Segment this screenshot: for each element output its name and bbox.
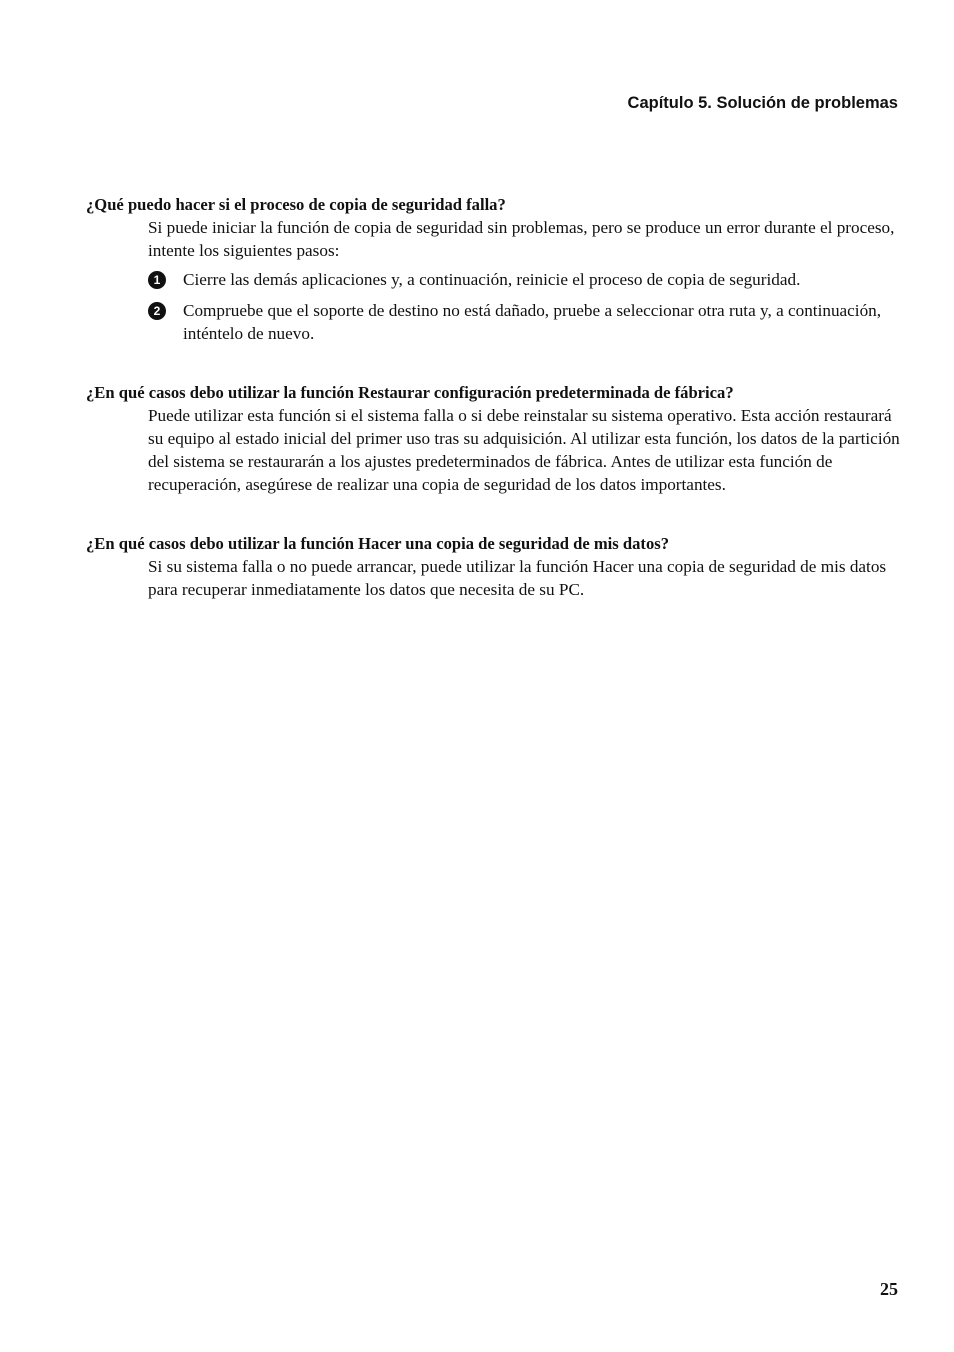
chapter-header: Capítulo 5. Solución de problemas	[627, 94, 898, 112]
faq-item-backup-my-data	[86, 532, 902, 601]
step-number-2-icon: 2	[148, 302, 166, 320]
faq-item-backup-fails	[86, 193, 902, 345]
step-item	[148, 268, 902, 291]
faq-answer: Si su sistema falla o no puede arrancar, puede utilizar la función Hacer una copia de seguridad de mis datos para recuperar inmediatamente los datos que necesita de su PC.	[148, 557, 887, 599]
page-number: 25	[880, 1279, 898, 1299]
step-text: Compruebe que el soporte de destino no está dañado, pruebe a seleccionar otra ruta y, a continuación, inténtelo de nuevo.	[183, 301, 882, 343]
faq-question: ¿Qué puedo hacer si el proceso de copia de seguridad falla?	[86, 195, 506, 214]
faq-answer: Puede utilizar esta función si el sistema falla o si debe reinstalar su sistema operativo. Esta acción restaurará su equipo al estado inicial del primer uso tras su adquisición. Al utilizar esta función, los datos de la partición del sistema se restaurarán a los ajustes predeterminados de fábrica. Antes de utilizar esta función de recuperación, asegúrese de realizar una copia de seguridad de los datos importantes.	[148, 406, 900, 494]
page-body	[86, 193, 902, 637]
faq-question: ¿En qué casos debo utilizar la función Restaurar configuración predeterminada de fábrica?	[86, 383, 734, 402]
faq-question: ¿En qué casos debo utilizar la función Hacer una copia de seguridad de mis datos?	[86, 534, 670, 553]
faq-answer: Si puede iniciar la función de copia de seguridad sin problemas, pero se produce un error durante el proceso, intente los siguientes pasos:	[148, 218, 895, 260]
step-item	[148, 299, 902, 345]
steps-list	[148, 268, 902, 345]
step-number-1-icon: 1	[148, 271, 166, 289]
step-text: Cierre las demás aplicaciones y, a continuación, reinicie el proceso de copia de seguridad.	[183, 270, 801, 289]
faq-item-factory-restore	[86, 381, 902, 496]
